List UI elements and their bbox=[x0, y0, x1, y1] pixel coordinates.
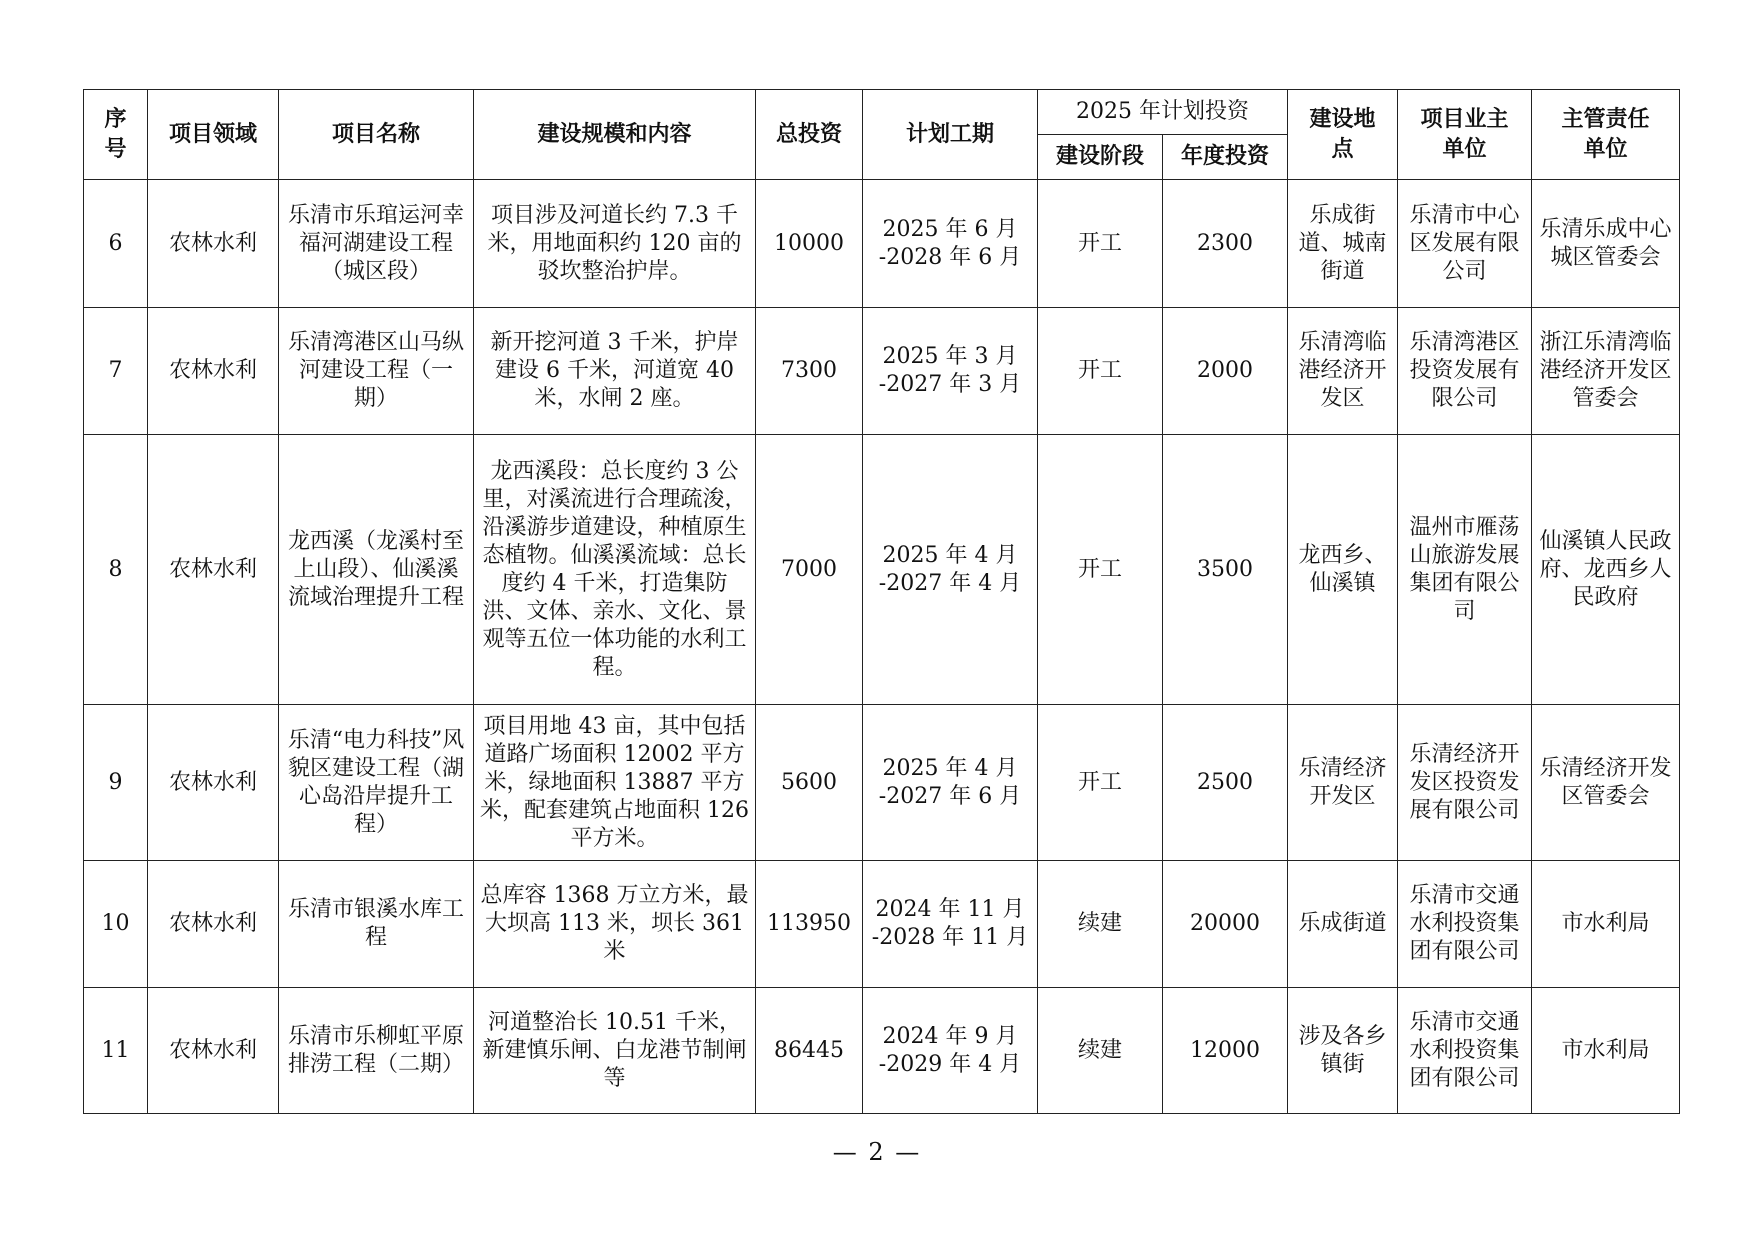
cell-annual: 2300 bbox=[1163, 180, 1288, 308]
cell-stage: 开工 bbox=[1038, 180, 1163, 308]
cell-location: 涉及各乡镇街 bbox=[1288, 988, 1398, 1114]
cell-supervisor: 乐清乐成中心城区管委会 bbox=[1532, 180, 1680, 308]
cell-stage: 开工 bbox=[1038, 308, 1163, 435]
cell-seq: 10 bbox=[84, 861, 148, 988]
cell-period: 2025 年 4 月 -2027 年 4 月 bbox=[863, 435, 1038, 705]
header-period: 计划工期 bbox=[863, 90, 1038, 180]
header-annual: 年度投资 bbox=[1163, 135, 1288, 180]
header-plan-2025: 2025 年计划投资 bbox=[1038, 90, 1288, 135]
cell-stage: 续建 bbox=[1038, 988, 1163, 1114]
cell-supervisor: 乐清经济开发区管委会 bbox=[1532, 705, 1680, 861]
cell-period: 2025 年 3 月 -2027 年 3 月 bbox=[863, 308, 1038, 435]
cell-field: 农林水利 bbox=[148, 180, 279, 308]
cell-location: 龙西乡、仙溪镇 bbox=[1288, 435, 1398, 705]
cell-annual: 2500 bbox=[1163, 705, 1288, 861]
cell-seq: 11 bbox=[84, 988, 148, 1114]
cell-scope: 河道整治长 10.51 千米，新建慎乐闸、白龙港节制闸等 bbox=[474, 988, 756, 1114]
header-scope: 建设规模和内容 bbox=[474, 90, 756, 180]
cell-location: 乐成街道 bbox=[1288, 861, 1398, 988]
cell-owner: 乐清市交通水利投资集团有限公司 bbox=[1398, 988, 1532, 1114]
cell-owner: 乐清市交通水利投资集团有限公司 bbox=[1398, 861, 1532, 988]
table-body bbox=[84, 180, 1680, 1114]
header-supervisor: 主管责任 单位 bbox=[1532, 90, 1680, 180]
cell-field: 农林水利 bbox=[148, 861, 279, 988]
cell-period: 2024 年 11 月 -2028 年 11 月 bbox=[863, 861, 1038, 988]
cell-stage: 开工 bbox=[1038, 705, 1163, 861]
cell-scope: 新开挖河道 3 千米，护岸建设 6 千米，河道宽 40 米，水闸 2 座。 bbox=[474, 308, 756, 435]
cell-name: 龙西溪（龙溪村至上山段）、仙溪溪流域治理提升工程 bbox=[279, 435, 474, 705]
header-stage: 建设阶段 bbox=[1038, 135, 1163, 180]
cell-scope: 项目用地 43 亩，其中包括道路广场面积 12002 平方米，绿地面积 13887 平方米，配套建筑占地面积 126 平方米。 bbox=[474, 705, 756, 861]
table-row bbox=[84, 861, 1680, 988]
cell-field: 农林水利 bbox=[148, 308, 279, 435]
cell-stage: 续建 bbox=[1038, 861, 1163, 988]
cell-name: 乐清市银溪水库工程 bbox=[279, 861, 474, 988]
cell-period: 2024 年 9 月 -2029 年 4 月 bbox=[863, 988, 1038, 1114]
cell-location: 乐清湾临港经济开发区 bbox=[1288, 308, 1398, 435]
cell-location: 乐成街道、城南街道 bbox=[1288, 180, 1398, 308]
cell-field: 农林水利 bbox=[148, 988, 279, 1114]
cell-seq: 9 bbox=[84, 705, 148, 861]
cell-name: 乐清市乐琯运河幸福河湖建设工程（城区段） bbox=[279, 180, 474, 308]
cell-scope: 龙西溪段：总长度约 3 公里，对溪流进行合理疏浚，沿溪游步道建设，种植原生态植物。仙溪溪流域：总长度约 4 千米，打造集防洪、文体、亲水、文化、景观等五位一体功能的水利工程。 bbox=[474, 435, 756, 705]
cell-stage: 开工 bbox=[1038, 435, 1163, 705]
cell-supervisor: 市水利局 bbox=[1532, 988, 1680, 1114]
header-field: 项目领域 bbox=[148, 90, 279, 180]
cell-supervisor: 市水利局 bbox=[1532, 861, 1680, 988]
cell-seq: 7 bbox=[84, 308, 148, 435]
cell-period: 2025 年 6 月 -2028 年 6 月 bbox=[863, 180, 1038, 308]
cell-seq: 6 bbox=[84, 180, 148, 308]
cell-field: 农林水利 bbox=[148, 435, 279, 705]
cell-field: 农林水利 bbox=[148, 705, 279, 861]
cell-scope: 项目涉及河道长约 7.3 千米，用地面积约 120 亩的驳坎整治护岸。 bbox=[474, 180, 756, 308]
cell-owner: 乐清经济开发区投资发展有限公司 bbox=[1398, 705, 1532, 861]
cell-owner: 温州市雁荡山旅游发展集团有限公司 bbox=[1398, 435, 1532, 705]
cell-name: 乐清“电力科技”风貌区建设工程（湖心岛沿岸提升工程） bbox=[279, 705, 474, 861]
header-name: 项目名称 bbox=[279, 90, 474, 180]
header-total: 总投资 bbox=[756, 90, 863, 180]
cell-total: 7000 bbox=[756, 435, 863, 705]
cell-name: 乐清湾港区山马纵河建设工程（一期） bbox=[279, 308, 474, 435]
page-number: — 2 — bbox=[832, 1138, 922, 1166]
cell-location: 乐清经济开发区 bbox=[1288, 705, 1398, 861]
cell-total: 113950 bbox=[756, 861, 863, 988]
project-table bbox=[83, 89, 1680, 1114]
cell-owner: 乐清市中心区发展有限公司 bbox=[1398, 180, 1532, 308]
cell-supervisor: 浙江乐清湾临港经济开发区管委会 bbox=[1532, 308, 1680, 435]
cell-annual: 20000 bbox=[1163, 861, 1288, 988]
cell-total: 5600 bbox=[756, 705, 863, 861]
cell-total: 86445 bbox=[756, 988, 863, 1114]
cell-owner: 乐清湾港区投资发展有限公司 bbox=[1398, 308, 1532, 435]
table-row bbox=[84, 435, 1680, 705]
cell-period: 2025 年 4 月 -2027 年 6 月 bbox=[863, 705, 1038, 861]
table-row bbox=[84, 705, 1680, 861]
cell-annual: 12000 bbox=[1163, 988, 1288, 1114]
cell-seq: 8 bbox=[84, 435, 148, 705]
table-row bbox=[84, 180, 1680, 308]
cell-supervisor: 仙溪镇人民政府、龙西乡人民政府 bbox=[1532, 435, 1680, 705]
cell-annual: 2000 bbox=[1163, 308, 1288, 435]
header-location: 建设地 点 bbox=[1288, 90, 1398, 180]
table-row bbox=[84, 988, 1680, 1114]
cell-name: 乐清市乐柳虹平原排涝工程（二期） bbox=[279, 988, 474, 1114]
header-owner: 项目业主 单位 bbox=[1398, 90, 1532, 180]
cell-scope: 总库容 1368 万立方米，最大坝高 113 米，坝长 361 米 bbox=[474, 861, 756, 988]
cell-total: 10000 bbox=[756, 180, 863, 308]
header-seq: 序 号 bbox=[84, 90, 148, 180]
cell-annual: 3500 bbox=[1163, 435, 1288, 705]
table-header bbox=[84, 90, 1680, 180]
cell-total: 7300 bbox=[756, 308, 863, 435]
table-row bbox=[84, 308, 1680, 435]
